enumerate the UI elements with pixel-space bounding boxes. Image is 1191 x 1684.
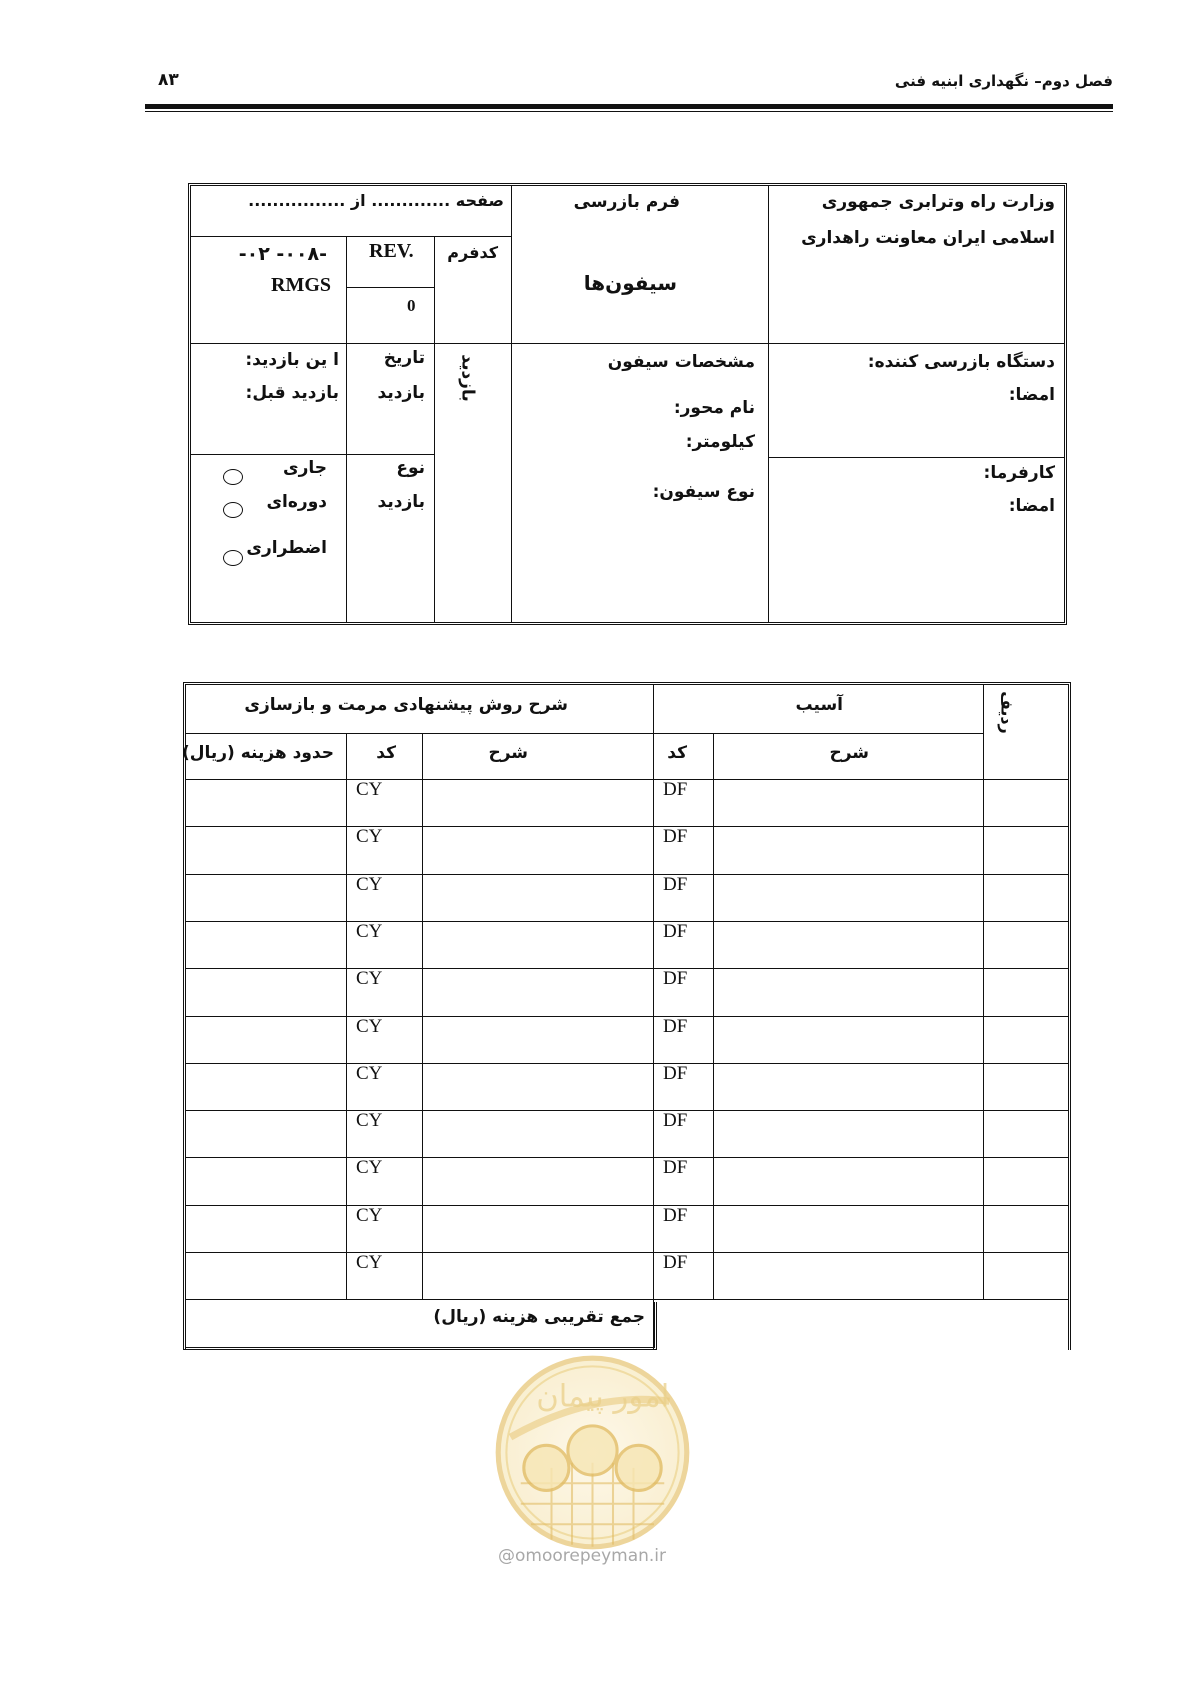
total-row-border xyxy=(183,1302,657,1350)
ministry-name-line1: وزارت راه وترابری جمهوری xyxy=(821,192,1055,212)
page-count-label: صفحه ............. از ................ xyxy=(248,191,504,210)
form-title: فرم بازرسی xyxy=(573,192,680,212)
employer-signature-label: امضا: xyxy=(1008,496,1055,516)
kilometer-label: کیلومتر: xyxy=(685,432,755,452)
divider xyxy=(191,343,1064,344)
radio-periodic[interactable] xyxy=(223,502,243,518)
inspection-form-header xyxy=(188,183,1067,625)
this-visit-label: ا ین بازدید: xyxy=(245,350,339,370)
table-row xyxy=(186,874,1068,921)
table-row xyxy=(186,1016,1068,1063)
divider xyxy=(434,236,435,622)
divider xyxy=(768,186,769,622)
divider xyxy=(511,186,512,622)
header-rule xyxy=(145,104,1113,109)
damage-header: آسیب xyxy=(795,695,843,715)
option-periodic-label: دوره‌ای xyxy=(266,492,327,512)
rev-value: 0 xyxy=(407,296,416,315)
table-row xyxy=(186,1110,1068,1157)
damage-code-cell: DF xyxy=(663,1157,688,1179)
siphon-type-label: نوع سیفون: xyxy=(652,482,755,502)
damage-code-cell: DF xyxy=(663,1110,688,1132)
damage-code-cell: DF xyxy=(663,1252,688,1273)
repair-code-cell: CY xyxy=(356,779,383,800)
page-number: ۸۳ xyxy=(158,70,179,90)
repair-description-header: شرح xyxy=(488,743,528,763)
repair-code-cell: CY xyxy=(356,1015,383,1037)
visit-type-label-line1: نوع xyxy=(396,458,425,478)
repair-code-cell: CY xyxy=(356,873,383,895)
damage-description-header: شرح xyxy=(829,743,869,763)
divider xyxy=(768,457,1064,458)
employer-label: کارفرما: xyxy=(983,463,1055,483)
chapter-title: فصل دوم– نگهداری ابنیه فنی xyxy=(894,72,1113,90)
form-code-prefix: RMGS xyxy=(271,274,331,296)
damage-repair-table xyxy=(183,682,1071,1350)
damage-code-cell: DF xyxy=(663,779,688,800)
ministry-name-line2: اسلامی ایران معاونت راهداری xyxy=(801,228,1055,248)
damage-code-cell: DF xyxy=(663,1015,688,1037)
damage-code-header: کد xyxy=(667,743,687,763)
axis-name-label: نام محور: xyxy=(673,398,755,418)
table-row xyxy=(186,1063,1068,1110)
radio-emergency[interactable] xyxy=(223,550,243,566)
repair-code-header: کد xyxy=(376,743,396,763)
table-row xyxy=(186,921,1068,968)
header-rule-thin xyxy=(145,111,1113,112)
inspector-signature-label: امضا: xyxy=(1008,385,1055,405)
damage-code-cell: DF xyxy=(663,1204,688,1226)
radio-current[interactable] xyxy=(223,469,243,485)
watermark-logo-text: امور پیمان xyxy=(536,1378,670,1415)
divider xyxy=(186,733,983,734)
visit-section-label: بازدید xyxy=(457,354,478,402)
table-row xyxy=(186,968,1068,1015)
row-divider xyxy=(653,1299,1068,1300)
table-row xyxy=(186,779,1068,826)
total-cost-label: جمع تقریبی هزینه (ریال) xyxy=(433,1307,645,1327)
previous-visit-label: بازدید قبل: xyxy=(245,383,339,403)
option-emergency-label: اضطراری xyxy=(246,538,327,558)
table-row xyxy=(186,1252,1068,1299)
damage-code-cell: DF xyxy=(663,826,688,848)
repair-code-cell: CY xyxy=(356,1157,383,1179)
form-code-value: -۰۰۸- ۰۲- xyxy=(238,243,327,265)
repair-code-cell: CY xyxy=(356,1110,383,1132)
cost-estimate-header: حدود هزینه (ریال) xyxy=(181,743,334,763)
visit-type-label-line2: بازدید xyxy=(377,492,425,512)
damage-code-cell: DF xyxy=(663,1062,688,1084)
visit-date-label-line2: بازدید xyxy=(377,383,425,403)
repair-code-cell: CY xyxy=(356,1204,383,1226)
divider xyxy=(191,454,434,455)
row-number-header: ردیف xyxy=(997,691,1017,734)
damage-code-cell: DF xyxy=(663,968,688,990)
form-subject: سیفون‌ها xyxy=(583,271,677,295)
form-code-label: کدفرم xyxy=(447,243,498,262)
watermark-site: @omoorepeyman.ir xyxy=(498,1546,667,1566)
table-row xyxy=(186,1157,1068,1204)
table-row xyxy=(186,826,1068,873)
inspector-label: دستگاه بازرسی کننده: xyxy=(867,352,1055,372)
divider xyxy=(346,287,434,288)
watermark-logo xyxy=(490,1350,695,1555)
damage-code-cell: DF xyxy=(663,920,688,942)
repair-code-cell: CY xyxy=(356,968,383,990)
siphon-specs-heading: مشخصات سیفون xyxy=(607,352,755,372)
divider xyxy=(191,236,511,237)
table-row xyxy=(186,1205,1068,1252)
repair-code-cell: CY xyxy=(356,920,383,942)
damage-code-cell: DF xyxy=(663,873,688,895)
repair-method-header: شرح روش پیشنهادی مرمت و بازسازی xyxy=(244,695,568,715)
option-current-label: جاری xyxy=(282,458,327,478)
watermark-site-text: omoorepeyman.ir xyxy=(515,1546,667,1566)
divider xyxy=(346,236,347,622)
visit-date-label-line1: تاریخ xyxy=(383,348,425,368)
repair-code-cell: CY xyxy=(356,1252,383,1273)
repair-code-cell: CY xyxy=(356,826,383,848)
rev-label: REV. xyxy=(369,240,414,262)
repair-code-cell: CY xyxy=(356,1062,383,1084)
